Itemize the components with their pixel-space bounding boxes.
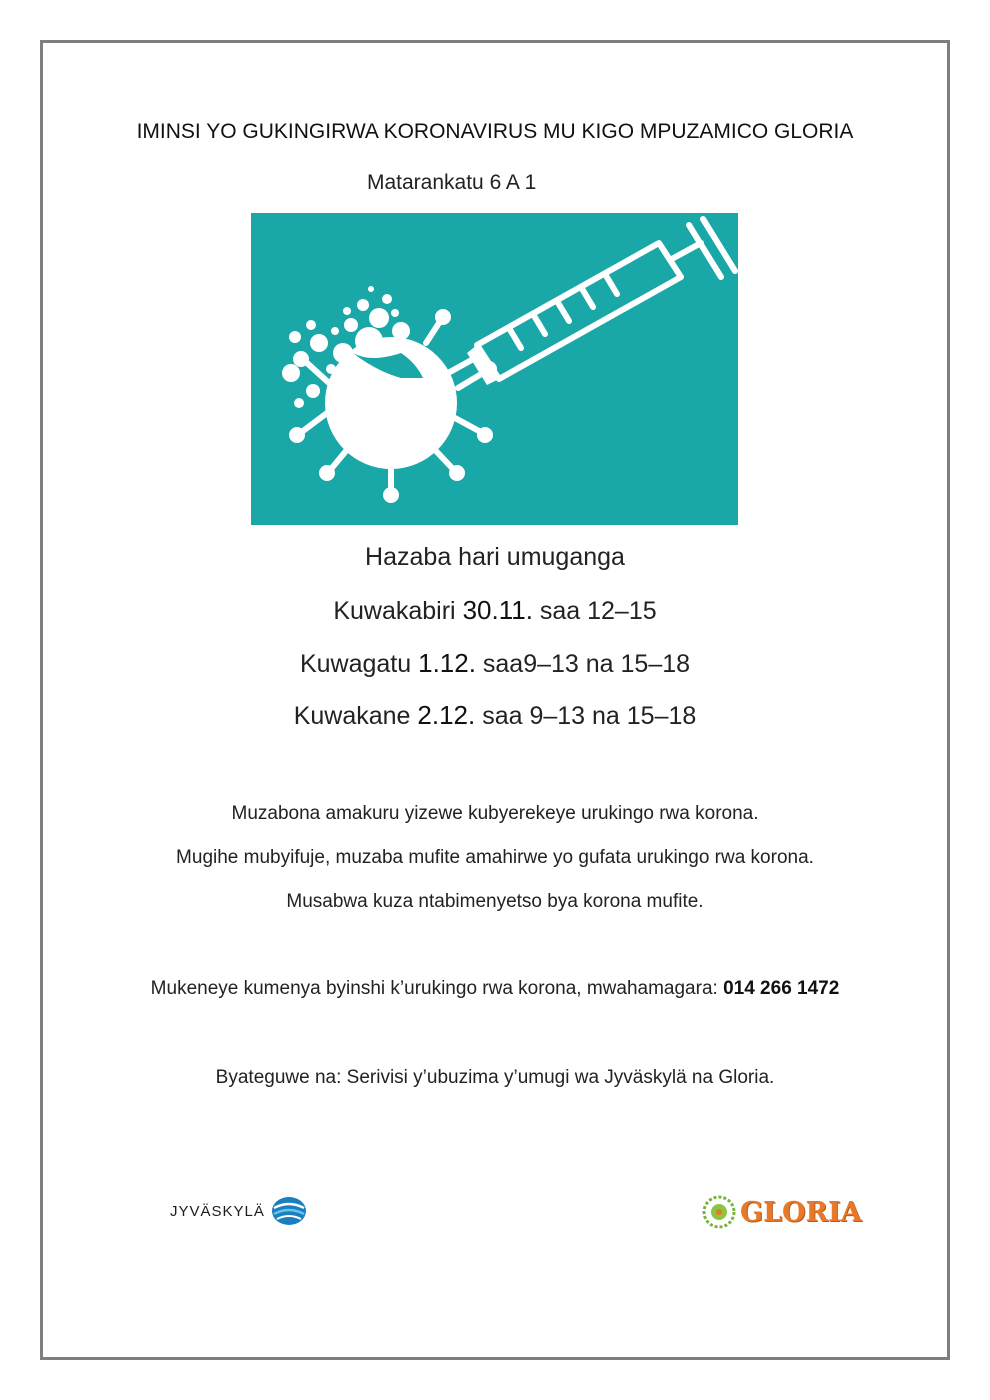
organizer-credit: Byateguwe na: Serivisi y’ubuzima y’umugi wa Jyväskylä na Gloria. [215,1067,775,1088]
contact-text: Mukeneye kumenya byinshi k’urukingo rwa korona, mwahamagara: [150,978,724,999]
gloria-emblem-icon [702,1195,736,1229]
jyvaskyla-logo [170,1196,307,1226]
address: Matarankatu 6 A 1 [367,171,537,194]
wave-logo-icon [271,1196,307,1226]
info-line: Muzabona amakuru yizewe kubyerekeye urukingo rwa korona. [231,803,759,824]
info-line: Mugihe mubyifuje, muzaba mufite amahirwe yo gufata urukingo rwa korona. [176,847,814,868]
schedule-date: 2.12. [417,700,476,730]
page-title: IMINSI YO GUKINGIRWA KORONAVIRUS MU KIGO MPUZAMICO GLORIA [136,120,854,143]
gloria-logo [702,1195,862,1229]
schedule-date: 30.11. [462,595,533,625]
schedule-row [0,648,990,679]
phone-number: 014 266 1472 [723,978,840,999]
schedule-day: Kuwagatu [299,650,412,678]
vaccine-banner [251,213,738,525]
gloria-logo-text: GLORIA [740,1196,862,1228]
doctor-available-text: Hazaba hari umuganga [365,543,625,571]
contact-line [0,978,990,1000]
jyvaskyla-logo-text: JYVÄSKYLÄ [170,1202,265,1220]
schedule-time: saa9–13 na 15–18 [482,650,691,678]
schedule-time: saa 9–13 na 15–18 [482,702,697,730]
info-line: Musabwa kuza ntabimenyetso bya korona mufite. [286,891,704,912]
schedule-time: saa 12–15 [539,597,657,625]
schedule-row [0,595,990,626]
schedule-day: Kuwakane [293,702,411,730]
vaccine-syringe-virus-icon [251,213,738,525]
schedule-row [0,700,990,731]
schedule-day: Kuwakabiri [333,597,456,625]
schedule-date: 1.12. [418,648,476,678]
